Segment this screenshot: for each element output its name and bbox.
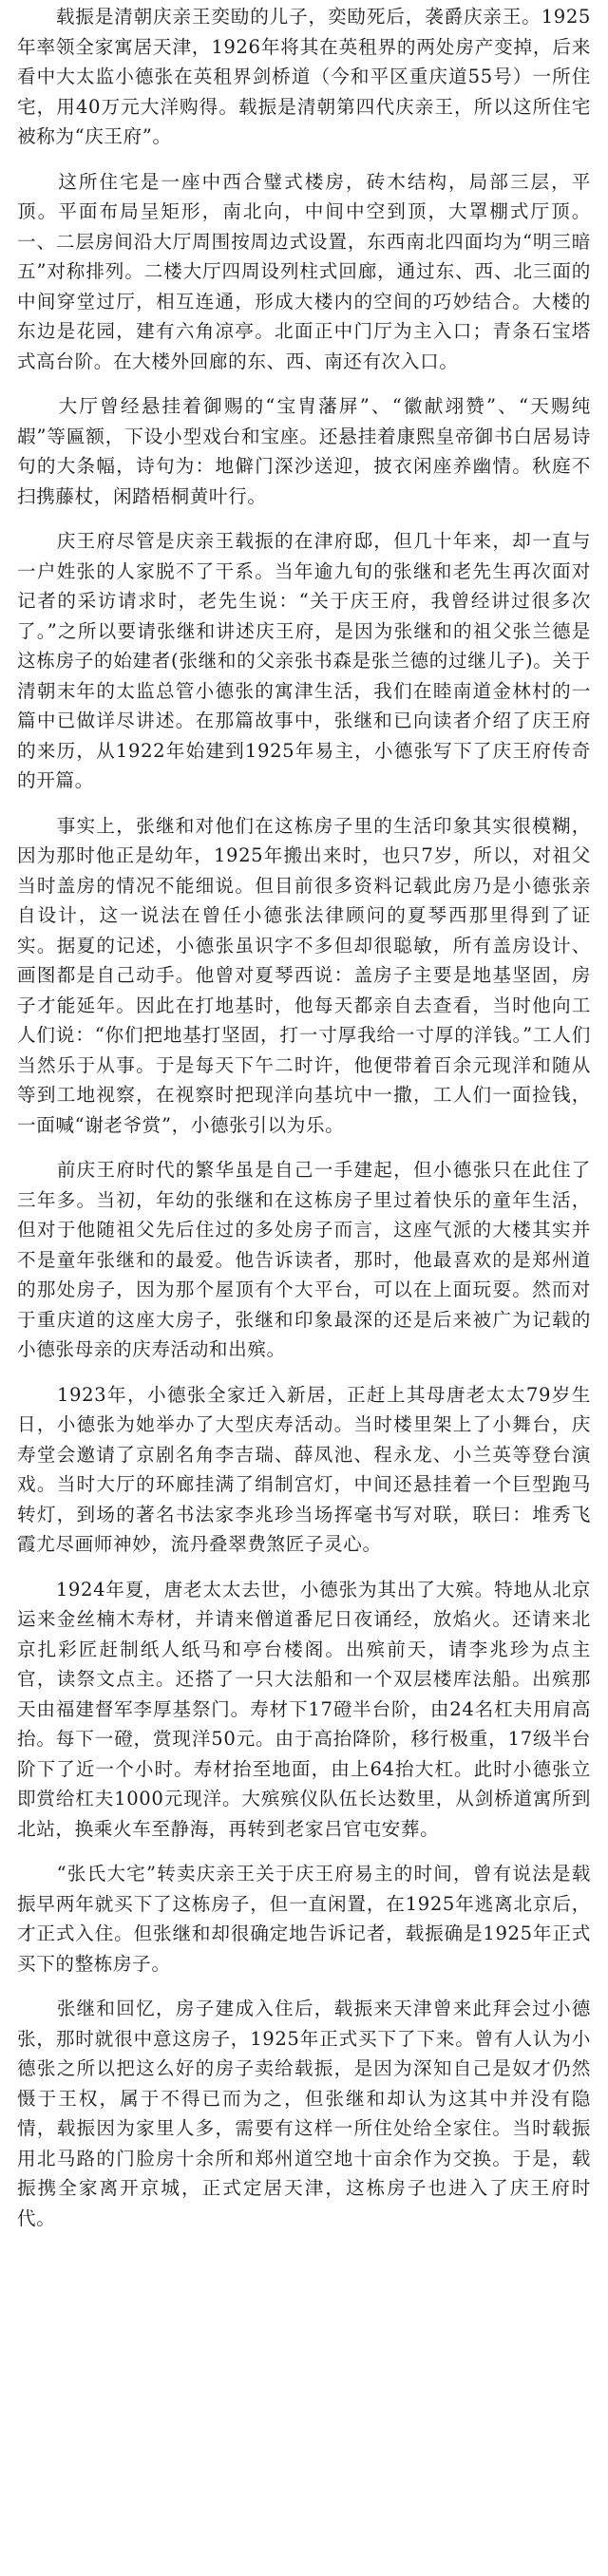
article-paragraph: 前庆王府时代的繁华虽是自己一手建起，但小德张只在此住了三年多。当初，年幼的张继和在这栋房子里过着快乐的童年生活，但对于他随祖父先后住过的多处房子而言，这座气派的大楼其实并不是童年张继和的最爱。他告诉读者，那时，他最喜欢的是郑州道的那处房子，因为那个屋顶有个大平台，可以在上面玩耍。然而对于重庆道的这座大房子，张继和印象最深的还是后来被广为记载的小德张母亲的庆寿活动和出殡。 [17, 1159, 591, 1360]
article-paragraph: 1924年夏，唐老太太去世，小德张为其出了大殡。特地从北京运来金丝楠木寿材，并请来僧道番尼日夜诵经，放焰火。还请来北京扎彩匠赶制纸人纸马和亭台楼阁。出殡前天，请李兆珍为点主官，读祭文点主。还搭了一只大法船和一个双层楼库法船。出殡那天由福建督军李厚基祭门。寿材下17磴半台阶，由24名杠夫用肩高抬。每下一磴，赏现洋50元。由于高抬降阶，移行极重，17级半台阶下了近一个小时。寿材抬至地面，由上64抬大杠。此时小德张立即赏给杠夫1000元现洋。大殡殡仪队伍长达数里，从剑桥道寓所到北站，换乘火车至静海，再转到老家吕官屯安葬。 [17, 1578, 591, 1840]
article-paragraph: 事实上，张继和对他们在这栋房子里的生活印象其实很模糊，因为那时他正是幼年，1925年搬出来时，也只7岁，所以，对祖父当时盖房的情况不能细说。但目前很多资料记载此房乃是小德张亲自设计，这一说法在曾任小德张法律顾问的夏琴西那里得到了证实。据夏的记述，小德张虽识字不多但却很聪敏，所有盖房设计、画图都是自己动手。他曾对夏琴西说：盖房子主要是地基坚固，房子才能延年。因此在打地基时，他每天都亲自去查看，当时他向工人们说：“你们把地基打坚固，打一寸厚我给一寸厚的洋钱。”工人们当然乐于从事。于是每天下午二时许，他便带着百余元现洋和随从等到工地视察，在视察时把现洋向基坑中一撒，工人们一面捡钱，一面喊“谢老爷赏”，小德张引以为乐。 [17, 814, 591, 1136]
article-paragraph: 载振是清朝庆亲王奕劻的儿子，奕劻死后，袭爵庆亲王。1925年率领全家寓居天津，1926年将其在英租界的两处房产变掉，后来看中大太监小德张在英租界剑桥道（今和平区重庆道55号）一所住宅，用40万元大洋购得。载振是清朝第四代庆亲王，所以这所住宅被称为“庆王府”。 [17, 6, 591, 147]
article-paragraph: 张继和回忆，房子建成入住后，载振来天津曾来此拜会过小德张，那时就很中意这房子，1925年正式买下了下来。曾有人认为小德张之所以把这么好的房子卖给载振，是因为深知自己是奴才仍然慑于王权，属于不得已而为之，但张继和却认为这其中并没有隐情，载振因为家里人多，需要有这样一所住处给全家住。当时载振用北马路的门脸房十余所和郑州道空地十亩余作为交换。于是，载振携全家离开京城，正式定居天津，这栋房子也进入了庆王府时代。 [17, 1998, 591, 2229]
article-paragraph: 这所住宅是一座中西合璧式楼房，砖木结构，局部三层，平顶。平面布局呈矩形，南北向，中间中空到顶，大罩棚式厅顶。一、二层房间沿大厅周围按周边式设置，东西南北四面均为“明三暗五”对称排列。二楼大厅四周设列柱式回廊，通过东、西、北三面的中间穿堂过厅，相互连通，形成大楼内的空间的巧妙结合。大楼的东边是花园，建有六角凉亭。北面正中门厅为主入口；青条石宝塔式高台阶。在大楼外回廊的东、西、南还有次入口。 [17, 170, 591, 372]
article-paragraph: 1923年，小德张全家迁入新居，正赶上其母唐老太太79岁生日，小德张为她举办了大型庆寿活动。当时楼里架上了小舞台，庆寿堂会邀请了京剧名角李吉瑞、薛凤池、程永龙、小兰英等登台演戏。当时大厅的环廊挂满了绢制宫灯，中间还悬挂着一个巨型跑马转灯，到场的著名书法家李兆珍当场挥毫书写对联，联曰：堆秀飞霞尤尽画师神妙，流丹叠翠费煞匠子灵心。 [17, 1383, 591, 1555]
article-paragraph: “张氏大宅”转卖庆亲王关于庆王府易主的时间，曾有说法是载振早两年就买下了这栋房子，但一直闲置，在1925年逃离北京后，才正式入住。但张继和却很确定地告诉记者，载振确是1925年正式买下的整栋房子。 [17, 1863, 591, 1975]
article-paragraph: 大厅曾经悬挂着御赐的“宝胄藩屏”、“徽献翊赞”、“天赐纯嘏”等匾额，下设小型戏台和宝座。还悬挂着康熙皇帝御书白居易诗句的大条幅，诗句为：地僻门深沙送迎，披衣闲座养幽情。秋庭不扫携藤杖，闲踏梧桐黄叶行。 [17, 395, 591, 507]
article-paragraph: 庆王府尽管是庆亲王载振的在津府邸，但几十年来，却一直与一户姓张的人家脱不了干系。当年逾九旬的张继和老先生再次面对记者的采访请求时，老先生说：“关于庆王府，我曾经讲过很多次了。”之所以要请张继和讲述庆王府，是因为张继和的祖父张兰德是这栋房子的始建者(张继和的父亲张书森是张兰德的过继儿子)。关于清朝末年的太监总管小德张的寓津生活，我们在睦南道金林村的一篇中已做详尽讲述。在那篇故事中，张继和已向读者介绍了庆王府的来历，从1922年始建到1925年易主，小德张写下了庆王府传奇的开篇。 [17, 530, 591, 791]
